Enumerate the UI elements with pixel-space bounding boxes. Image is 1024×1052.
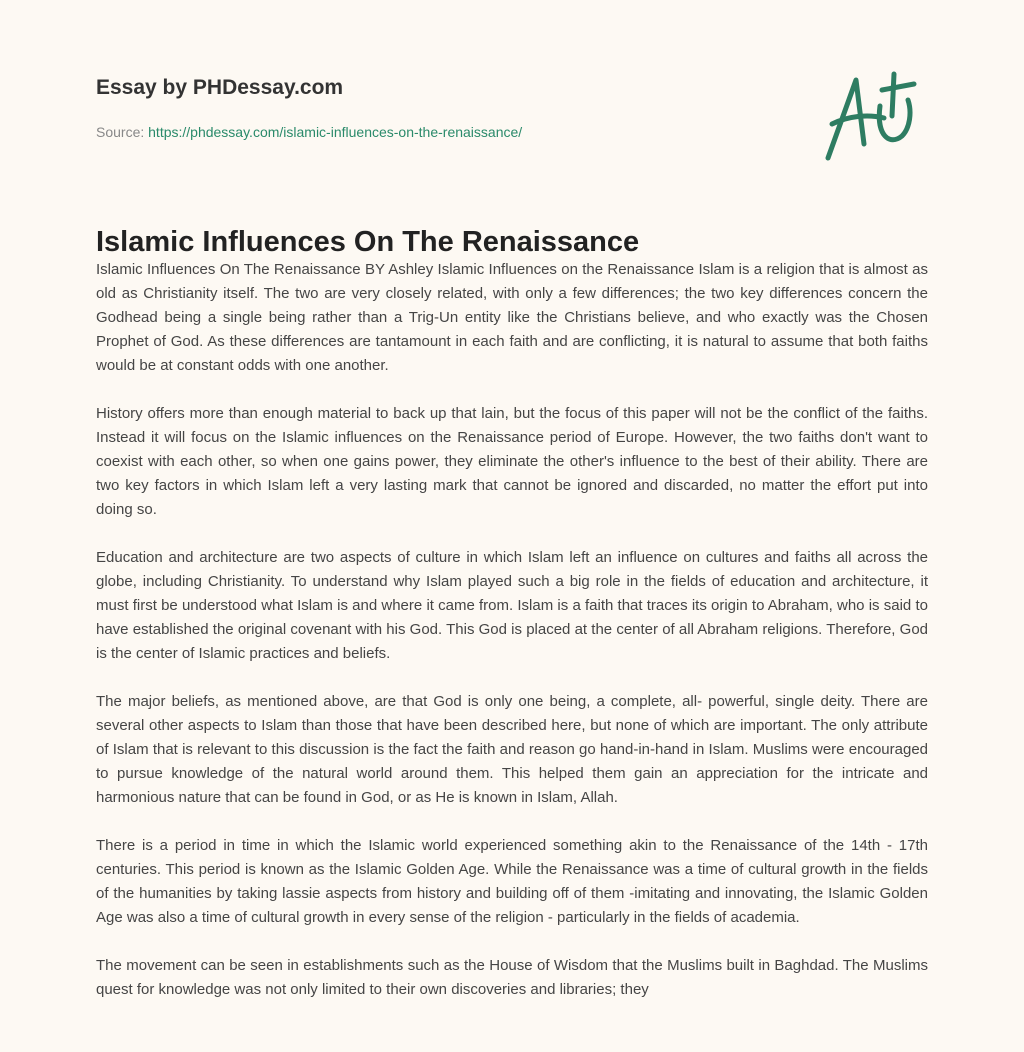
paragraph: There is a period in time in which the Islamic world experienced something akin to the Renaissance of the 14th - 17th centuries. This period is known as the Islamic Golden Age. While the Renaissance was a time of cultural growth in the fields of the humanities by taking lassie aspects from history and building off of them -imitating and innovating, the Islamic Golden Age was also a time of cultural growth in every sense of the religion - particularly in the fields of academia. (96, 837, 928, 926)
article-title: Islamic Influences On The Renaissance (96, 226, 640, 258)
source-label: Source: (96, 124, 145, 140)
paragraph: Islamic Influences On The Renaissance BY Ashley Islamic Influences on the Renaissance Islam is a religion that is almost as old as Christianity itself. The two are very closely related, with only a few differences; the two key differences concern the Godhead being a single being rather than a Trig-Un entity like the Christians believe, and who exactly was the Chosen Prophet of God. As these differences are tantamount in each faith and are conflicting, it is natural to assume that both faiths would be at constant odds with one another. (96, 261, 928, 374)
source-line (96, 124, 522, 140)
site-title: Essay by PHDessay.com (96, 76, 344, 99)
article-body (96, 258, 928, 1026)
site-header (96, 76, 522, 140)
a-plus-logo-icon (818, 66, 928, 166)
paragraph: The movement can be seen in establishments such as the House of Wisdom that the Muslims built in Baghdad. The Muslims quest for knowledge was not only limited to their own discoveries and libraries; they (96, 957, 928, 998)
paragraph: History offers more than enough material to back up that lain, but the focus of this paper will not be the conflict of the faiths. Instead it will focus on the Islamic influences on the Renaissance period of Europe. However, the two faiths don't want to coexist with each other, so when one gains power, they eliminate the other's influence to the best of their ability. There are two key factors in which Islam left a very lasting mark that cannot be ignored and discarded, no matter the effort put into doing so. (96, 405, 928, 518)
paragraph: Education and architecture are two aspects of culture in which Islam left an influence on cultures and faiths all across the globe, including Christianity. To understand why Islam played such a big role in the fields of education and architecture, it must first be understood what Islam is and where it came from. Islam is a faith that traces its origin to Abraham, who is said to have established the original covenant with his God. This God is placed at the center of all Abraham religions. Therefore, God is the center of Islamic practices and beliefs. (96, 549, 928, 662)
source-link[interactable]: https://phdessay.com/islamic-influences-on-the-renaissance/ (148, 124, 523, 140)
paragraph: The major beliefs, as mentioned above, are that God is only one being, a complete, all- powerful, single deity. There are several other aspects to Islam than those that have been described here, but none of which are important. The only attribute of Islam that is relevant to this discussion is the fact the faith and reason go hand-in-hand in Islam. Muslims were encouraged to pursue knowledge of the natural world around them. This helped them gain an appreciation for the intricate and harmonious nature that can be found in God, or as He is known in Islam, Allah. (96, 693, 928, 806)
